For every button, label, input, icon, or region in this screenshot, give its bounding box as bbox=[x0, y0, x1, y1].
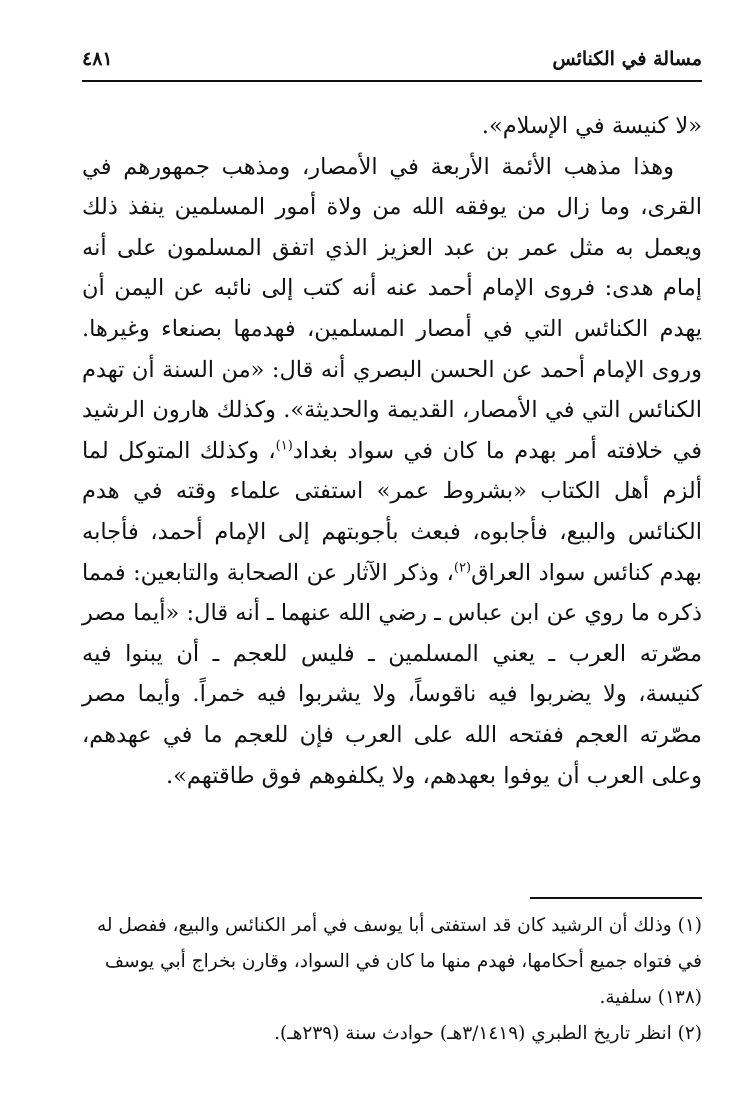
running-title: مسالة في الكنائس bbox=[552, 48, 702, 70]
paragraph-2-part-2: ، وكذلك المتوكل لما ألزم أهل الكتاب «بشروط عمر» استفتى علماء وقته في هدم الكنائس والبيع، فأجابوه، فبعث بأجوبتهم إلى الإمام أحمد، فأجابه بهدم كنائس سواد العراق bbox=[82, 437, 702, 586]
footnote-rule bbox=[530, 897, 702, 899]
footnote-ref-2: (٢) bbox=[453, 560, 472, 576]
footnote-ref-1: (١) bbox=[275, 438, 293, 454]
paragraph-2-part-3: ، وذكر الآثار عن الصحابة والتابعين: فمما ذكره ما روي عن ابن عباس ـ رضي الله عنهما ـ أنه قال: «أيما مصر مصّرته العرب ـ يعني المسلمين ـ فليس للعجم ـ أن يبنوا فيه كنيسة، ولا يضربوا فيه ناقوساً، ولا يشربوا فيه خمراً. وأيما مصر مصّرته العجم ففتحه الله على العرب فإن للعجم ما في عهدهم، وعلى العرب أن يوفوا بعهدهم، ولا يكلفوهم فوق طاقتهم». bbox=[82, 559, 702, 789]
page-header bbox=[82, 42, 702, 82]
page-number: ٤٨١ bbox=[82, 48, 113, 70]
footnote-1: (١) وذلك أن الرشيد كان قد استفتى أبا يوسف في أمر الكنائس والبيع، ففصل له في فتواه جميع أحكامها، فهدم منها ما كان في السواد، وقارن بخراج أبي يوسف (١٣٨) سلفية. bbox=[96, 915, 702, 1008]
paragraph-2-part-1: وهذا مذهب الأئمة الأربعة في الأمصار، ومذهب جمهورهم في القرى، وما زال من يوفقه الله من ولاة أمور المسلمين ينفذ ذلك ويعمل به مثل عمر بن عبد العزيز الذي اتفق المسلمون على أنه إمام هدى: فروى الإمام أحمد عنه أنه كتب إلى نائبه عن اليمن أن يهدم الكنائس التي في أمصار المسلمين، فهدمها بصنعاء وغيرها. وروى الإمام أحمد عن الحسن البصري أنه قال: «من السنة أن تهدم الكنائس التي في الأمصار، القديمة والحديثة». وكذلك هارون الرشيد في خلافته أمر بهدم ما كان في سواد بغداد bbox=[82, 153, 703, 464]
paragraph-2 bbox=[82, 147, 702, 797]
paragraph-1: «لا كنيسة في الإسلام». bbox=[481, 113, 702, 139]
header-rule bbox=[82, 80, 702, 82]
footnotes bbox=[82, 908, 702, 1052]
body-text bbox=[82, 106, 702, 796]
footnote-2: (٢) انظر تاريخ الطبري (٣/١٤١٩هـ) حوادث سنة (٢٣٩هـ). bbox=[274, 1023, 702, 1044]
